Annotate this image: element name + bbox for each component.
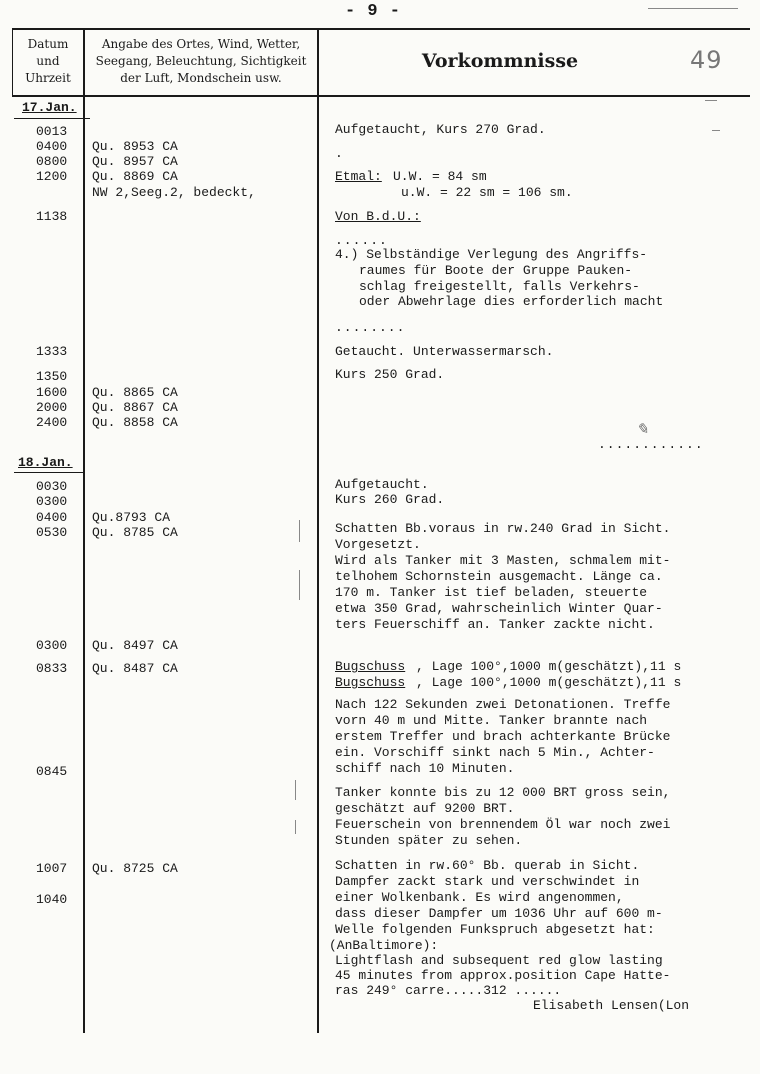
time-entry: 0300 [36, 494, 68, 509]
event-label: Von B.d.U.: [335, 209, 421, 224]
event-line: Kurs 260 Grad. [335, 492, 445, 507]
header-top-rule [12, 28, 750, 30]
event-line: , Lage 100°,1000 m(geschätzt),11 s [416, 659, 682, 674]
event-line: dass dieser Dampfer um 1036 Uhr auf 600 m- [335, 906, 663, 921]
event-line: ............ [598, 437, 704, 452]
event-line: ...... [335, 233, 388, 248]
left-border [12, 28, 13, 96]
event-label: Etmal: [335, 169, 382, 184]
time-entry: 0400 [36, 510, 68, 525]
event-line: Welle folgenden Funkspruch abgesetzt hat: [335, 922, 655, 937]
scan-speck [295, 820, 296, 834]
event-line: 4.) Selbständige Verlegung des Angriffs- [335, 247, 648, 262]
event-line: Aufgetaucht, Kurs 270 Grad. [335, 122, 546, 137]
event-line: raumes für Boote der Gruppe Pauken- [359, 263, 633, 278]
event-line: . [335, 146, 343, 161]
event-line: schlag freigestellt, falls Verkehrs- [359, 279, 640, 294]
scan-speck [299, 520, 300, 542]
event-line: geschätzt auf 9200 BRT. [335, 801, 515, 816]
date-underline [14, 472, 84, 473]
column-divider-1 [83, 28, 85, 1033]
header-ort: Angabe des Ortes, Wind, Wetter, Seegang, Beleuchtung, Sichtigkeit der Luft, Mondschein usw. [95, 37, 307, 85]
time-entry: 0013 [36, 124, 68, 139]
header-bottom-rule [12, 95, 750, 97]
event-line: Tanker konnte bis zu 12 000 BRT gross sein, [335, 785, 671, 800]
time-entry: 1040 [36, 892, 68, 907]
scan-speck [648, 8, 738, 9]
event-line: Lightflash and subsequent red glow lasting [335, 953, 663, 968]
event-line: telhohem Schornstein ausgemacht. Länge ca. [335, 569, 663, 584]
time-entry: 2000 [36, 400, 68, 415]
page-stamp: 49 [690, 46, 723, 74]
event-line: ras 249° carre.....312 ...... [335, 983, 562, 998]
position-entry: Qu.8793 CA [92, 510, 171, 525]
column-divider-2 [317, 28, 319, 1033]
position-entry: Qu. 8725 CA [92, 861, 178, 876]
time-entry: 1200 [36, 169, 68, 184]
position-entry: Qu. 8487 CA [92, 661, 178, 676]
time-entry: 1007 [36, 861, 68, 876]
scan-speck [705, 100, 717, 101]
time-entry: 1350 [36, 369, 68, 384]
position-entry: Qu. 8953 CA [92, 139, 178, 154]
event-line: Aufgetaucht. [335, 477, 429, 492]
event-line: U.W. = 84 sm [393, 169, 487, 184]
event-line: ters Feuerschiff an. Tanker zackte nicht. [335, 617, 655, 632]
event-line: Dampfer zackt stark und verschwindet in [335, 874, 640, 889]
position-entry: Qu. 8858 CA [92, 415, 178, 430]
scan-speck [712, 130, 720, 131]
event-line: Getaucht. Unterwassermarsch. [335, 344, 554, 359]
page-number: - 9 - [345, 2, 402, 21]
event-line: einer Wolkenbank. Es wird angenommen, [335, 890, 624, 905]
scan-speck [295, 780, 296, 800]
event-line: Vorgesetzt. [335, 537, 421, 552]
event-line: ein. Vorschiff sinkt nach 5 Min., Achter- [335, 745, 655, 760]
event-line: 170 m. Tanker ist tief beladen, steuerte [335, 585, 648, 600]
event-signature-line: Elisabeth Lensen(Lon [533, 998, 690, 1013]
event-line: Schatten in rw.60° Bb. querab in Sicht. [335, 858, 640, 873]
event-label: Bugschuss [335, 675, 406, 690]
event-line: erstem Treffer und brach achterkante Brücke [335, 729, 671, 744]
event-line: (AnBaltimore): [329, 938, 439, 953]
time-entry: 0800 [36, 154, 68, 169]
date-17-jan: 17.Jan. [22, 100, 77, 115]
time-entry: 1138 [36, 209, 68, 224]
time-entry: 0300 [36, 638, 68, 653]
event-line: Feuerschein von brennendem Öl war noch zwei [335, 817, 671, 832]
position-entry: Qu. 8785 CA [92, 525, 178, 540]
position-entry: Qu. 8497 CA [92, 638, 178, 653]
date-18-jan: 18.Jan. [18, 455, 73, 470]
event-label: Bugschuss [335, 659, 406, 674]
header-datum: Datum und Uhrzeit [25, 37, 71, 85]
event-line: Stunden später zu sehen. [335, 833, 523, 848]
event-line: Wird als Tanker mit 3 Masten, schmalem mit- [335, 553, 671, 568]
pencil-mark-icon: ✎ [636, 420, 649, 438]
scan-speck [299, 570, 300, 600]
date-underline [14, 118, 90, 119]
time-entry: 0845 [36, 764, 68, 779]
event-line: Nach 122 Sekunden zwei Detonationen. Treffe [335, 697, 671, 712]
event-line: etwa 350 Grad, wahrscheinlich Winter Quar- [335, 601, 663, 616]
time-entry: 1333 [36, 344, 68, 359]
time-entry: 0030 [36, 479, 68, 494]
time-entry: 0530 [36, 525, 68, 540]
position-entry: Qu. 8867 CA [92, 400, 178, 415]
weather-entry: NW 2,Seeg.2, bedeckt, [92, 185, 256, 200]
event-line: Schatten Bb.voraus in rw.240 Grad in Sicht. [335, 521, 671, 536]
time-entry: 1600 [36, 385, 68, 400]
header-vorkommnisse: Vorkommnisse [421, 50, 579, 72]
event-line: schiff nach 10 Minuten. [335, 761, 515, 776]
position-entry: Qu. 8865 CA [92, 385, 178, 400]
event-line: Kurs 250 Grad. [335, 367, 445, 382]
event-line: , Lage 100°,1000 m(geschätzt),11 s [416, 675, 682, 690]
event-line: 45 minutes from approx.position Cape Hatte- [335, 968, 671, 983]
event-line: u.W. = 22 sm = 106 sm. [401, 185, 573, 200]
time-entry: 0833 [36, 661, 68, 676]
position-entry: Qu. 8869 CA [92, 169, 178, 184]
event-line: ........ [335, 320, 406, 335]
event-line: oder Abwehrlage dies erforderlich macht [359, 294, 664, 309]
time-entry: 0400 [36, 139, 68, 154]
time-entry: 2400 [36, 415, 68, 430]
event-line: vorn 40 m und Mitte. Tanker brannte nach [335, 713, 648, 728]
position-entry: Qu. 8957 CA [92, 154, 178, 169]
